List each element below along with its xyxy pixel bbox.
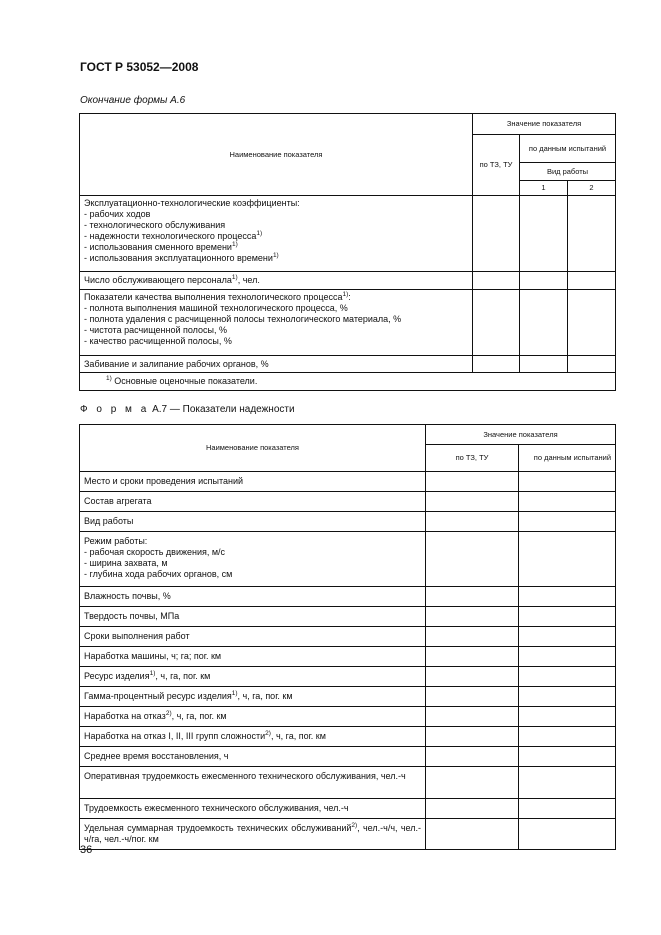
row-text: Забивание и залипание рабочих органов, % [80, 356, 473, 373]
row-text: Число обслуживающего персонала$^{1)}$, чел. [80, 272, 473, 290]
footnote-row [80, 373, 616, 391]
value-cell [520, 196, 568, 272]
table-row [80, 356, 616, 373]
row-text: - рабочих ходов [84, 209, 151, 219]
header-by-tz: по ТЗ, ТУ [473, 135, 520, 196]
table-row: Удельная суммарная трудоемкость технических обслуживаний$^{2)}$, чел.-ч/ч, чел.-ч/га, чел.-ч/пог. км [80, 819, 616, 850]
row-text: Показатели качества выполнения технологического процесса$^{1)}$: [84, 291, 351, 302]
table2-caption: Ф о р м а А.7 — Показатели надежности [80, 404, 295, 415]
table-row [80, 272, 616, 290]
table-row: Наработка на отказ$^{2)}$, ч, га, пог. км [80, 707, 616, 727]
page-number: 36 [80, 844, 93, 856]
header-col-1: 1 [520, 181, 568, 196]
row-text: - качество расчищенной полосы, % [84, 336, 232, 346]
row-text: - полнота выполнения машиной технологического процесса, % [84, 303, 348, 313]
row-text: - использования сменного времени$^{1)}$ [84, 241, 238, 252]
row-text: Эксплуатационно-технологические коэффициенты: [84, 198, 300, 208]
row-text: - чистота расчищенной полосы, % [84, 325, 227, 335]
table-row [80, 196, 616, 272]
table-row [80, 290, 616, 356]
table-row: Вид работы [80, 512, 616, 532]
row-text: - полнота удаления с расчищенной полосы технологического материала, % [84, 314, 402, 324]
table-form-a6-end [79, 113, 616, 391]
header-indicator-name: Наименование показателя [80, 425, 426, 472]
table-row: Оперативная трудоемкость ежесменного технического обслуживания, чел.-ч [80, 767, 616, 799]
header-col-2: 2 [568, 181, 616, 196]
table1-caption: Окончание формы А.6 [80, 95, 186, 106]
table-row: Наработка машины, ч; га; пог. км [80, 647, 616, 667]
header-by-tz: по ТЗ, ТУ [426, 445, 519, 472]
header-indicator-name: Наименование показателя [80, 114, 473, 196]
table-row: Трудоемкость ежесменного технического обслуживания, чел.-ч [80, 799, 616, 819]
row-text: - использования эксплуатационного времени$^{1)}$ [84, 252, 279, 263]
table-row: Твердость почвы, МПа [80, 607, 616, 627]
table-row: Состав агрегата [80, 492, 616, 512]
header-work-type: Вид работы [520, 163, 616, 181]
header-indicator-value: Значение показателя [426, 425, 616, 445]
table-row: Сроки выполнения работ [80, 627, 616, 647]
header-by-tests: по данным испытаний [519, 445, 616, 472]
header-indicator-value: Значение показателя [473, 114, 616, 135]
table-row: Место и сроки проведения испытаний [80, 472, 616, 492]
table-row: Наработка на отказ I, II, III групп сложности$^{2)}$, ч, га, пог. км [80, 727, 616, 747]
table-row: Гамма-процентный ресурс изделия$^{1)}$, ч, га, пог. км [80, 687, 616, 707]
table-form-a7-reliability [79, 424, 616, 850]
table-row: Среднее время восстановления, ч [80, 747, 616, 767]
row-text: - надежности технологического процесса$^{1)}$ [84, 230, 263, 241]
table-row: Ресурс изделия$^{1)}$, ч, га, пог. км [80, 667, 616, 687]
footnote: $^{1)}$ Основные оценочные показатели. [80, 373, 616, 391]
value-cell [473, 196, 520, 272]
table-row: Влажность почвы, % [80, 587, 616, 607]
header-by-tests: по данным испытаний [520, 135, 616, 163]
value-cell [568, 196, 616, 272]
table-row: Режим работы: - рабочая скорость движения, м/с - ширина захвата, м - глубина хода рабочих органов, см [80, 532, 616, 587]
row-text: - технологического обслуживания [84, 220, 226, 230]
document-standard-number: ГОСТ Р 53052—2008 [80, 60, 199, 74]
